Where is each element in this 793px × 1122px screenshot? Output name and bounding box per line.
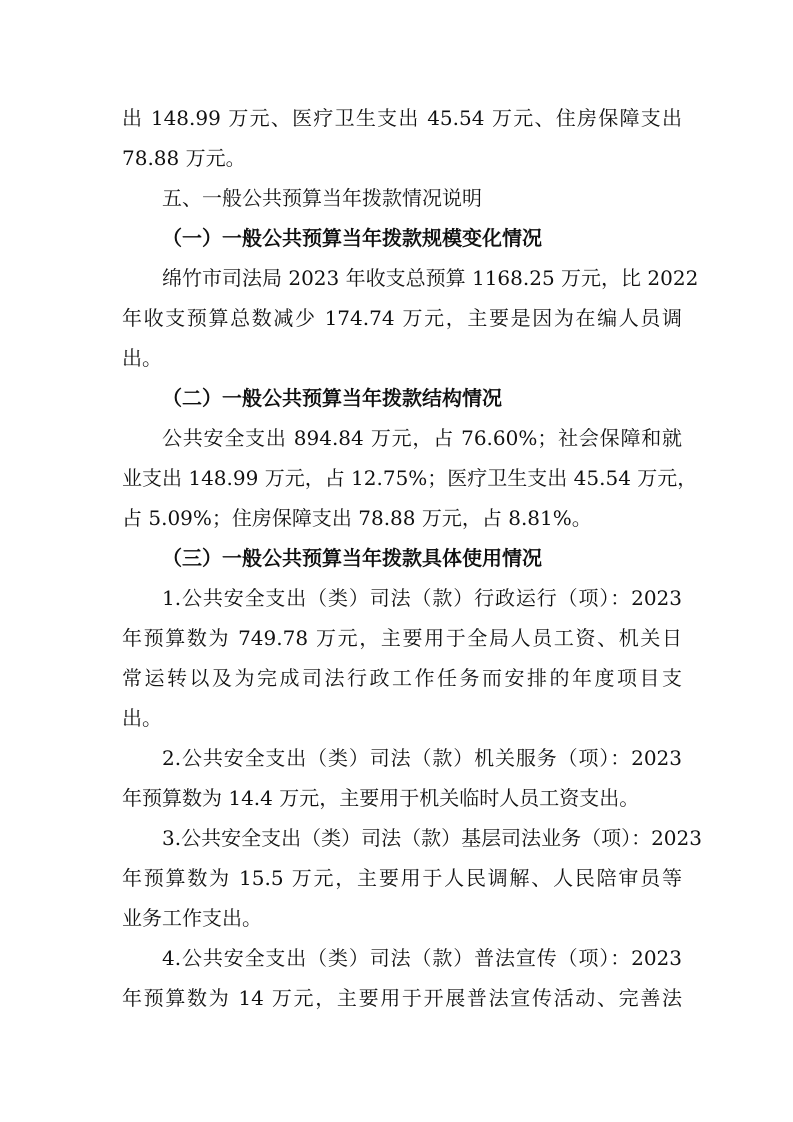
paragraph-1-line-3: 出。 [122,346,162,370]
subheading-3: （三）一般公共预算当年拨款具体使用情况 [162,546,542,570]
body-line-2: 78.88 万元。 [122,146,246,170]
subheading-2: （二）一般公共预算当年拨款结构情况 [162,386,502,410]
paragraph-1-line-2: 年收支预算总数减少 174.74 万元，主要是因为在编人员调 [122,306,682,330]
item-2-line-2: 年预算数为 14.4 万元，主要用于机关临时人员工资支出。 [122,786,640,810]
paragraph-1-line-1: 绵竹市司法局 2023 年收支总预算 1168.25 万元，比 2022 [162,266,699,290]
item-1-line-1: 1.公共安全支出（类）司法（款）行政运行（项）：2023 [162,586,682,610]
paragraph-2-line-2: 业支出 148.99 万元，占 12.75%；医疗卫生支出 45.54 万元， [122,466,698,490]
subheading-1: （一）一般公共预算当年拨款规模变化情况 [162,226,542,250]
item-3-line-1: 3.公共安全支出（类）司法（款）基层司法业务（项）：2023 [162,826,702,850]
item-1-line-3: 常运转以及为完成司法行政工作任务而安排的年度项目支 [122,666,682,690]
body-line-1: 出 148.99 万元、医疗卫生支出 45.54 万元、住房保障支出 [122,106,682,130]
item-3-line-2: 年预算数为 15.5 万元，主要用于人民调解、人民陪审员等 [122,866,682,890]
item-1-line-2: 年预算数为 749.78 万元，主要用于全局人员工资、机关日 [122,626,682,650]
paragraph-2-line-1: 公共安全支出 894.84 万元，占 76.60%；社会保障和就 [162,426,682,450]
paragraph-2-line-3: 占 5.09%；住房保障支出 78.88 万元，占 8.81%。 [122,506,592,530]
section-heading-5: 五、一般公共预算当年拨款情况说明 [162,186,482,210]
item-2-line-1: 2.公共安全支出（类）司法（款）机关服务（项）：2023 [162,746,682,770]
item-4-line-1: 4.公共安全支出（类）司法（款）普法宣传（项）：2023 [162,946,682,970]
item-4-line-2: 年预算数为 14 万元，主要用于开展普法宣传活动、完善法 [122,986,682,1010]
item-1-line-4: 出。 [122,706,162,730]
item-3-line-3: 业务工作支出。 [122,906,262,930]
